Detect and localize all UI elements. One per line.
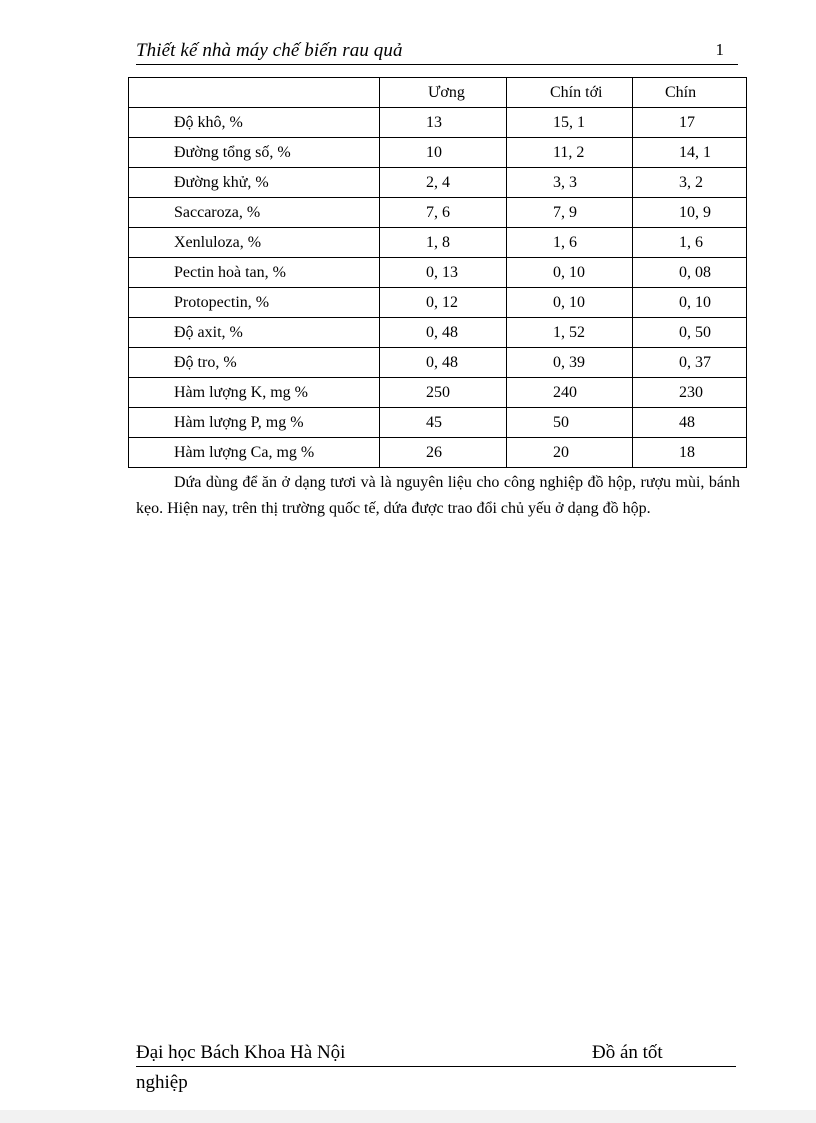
table-cell: 48 [633, 408, 747, 438]
row-label: Hàm lượng Ca, mg % [129, 438, 380, 468]
table-cell: 3, 3 [507, 168, 633, 198]
table-cell: 3, 2 [633, 168, 747, 198]
table-cell: 13 [380, 108, 507, 138]
table-cell: 0, 08 [633, 258, 747, 288]
table-header-row [129, 78, 747, 108]
table-row [129, 408, 747, 438]
column-header-unripe: Ương [380, 78, 507, 108]
table-cell: 45 [380, 408, 507, 438]
row-label: Xenluloza, % [129, 228, 380, 258]
page-header [136, 38, 738, 65]
table-cell: 0, 12 [380, 288, 507, 318]
table-cell: 14, 1 [633, 138, 747, 168]
row-label: Hàm lượng K, mg % [129, 378, 380, 408]
row-label: Độ axit, % [129, 318, 380, 348]
row-label: Hàm lượng P, mg % [129, 408, 380, 438]
page-number: 1 [715, 40, 724, 59]
table-cell: 50 [507, 408, 633, 438]
page-footer [136, 1042, 736, 1094]
table-cell: 7, 9 [507, 198, 633, 228]
table-body [129, 108, 747, 468]
table-cell: 0, 13 [380, 258, 507, 288]
table-cell: 0, 10 [507, 288, 633, 318]
table-cell: 18 [633, 438, 747, 468]
table-cell: 0, 10 [633, 288, 747, 318]
footer-university: Đại học Bách Khoa Hà Nội [136, 1042, 346, 1063]
table-cell: 1, 8 [380, 228, 507, 258]
table-cell: 250 [380, 378, 507, 408]
body-paragraph: Dứa dùng để ăn ở dạng tươi và là nguyên liệu cho công nghiệp đồ hộp, rượu mùi, bánh kẹo. Hiện nay, trên thị trường quốc tế, dứa được trao đổi chủ yếu ở dạng đồ hộp. [136, 474, 740, 517]
row-label: Saccaroza, % [129, 198, 380, 228]
table-row [129, 318, 747, 348]
table-cell: 26 [380, 438, 507, 468]
row-label: Protopectin, % [129, 288, 380, 318]
table-cell: 0, 10 [507, 258, 633, 288]
table-cell: 240 [507, 378, 633, 408]
table-cell: 0, 39 [507, 348, 633, 378]
table-row [129, 168, 747, 198]
table-row [129, 348, 747, 378]
table-cell: 0, 48 [380, 348, 507, 378]
column-header-ripe: Chín [633, 78, 747, 108]
table-cell: 11, 2 [507, 138, 633, 168]
page-edge [0, 1110, 816, 1123]
table-cell: 1, 6 [507, 228, 633, 258]
table-row [129, 228, 747, 258]
table-cell: 17 [633, 108, 747, 138]
footer-project-type: Đồ án tốt [592, 1042, 663, 1063]
footer-continuation: nghiệp [136, 1072, 188, 1093]
table-row [129, 438, 747, 468]
composition-table [128, 77, 747, 468]
table-cell: 0, 50 [633, 318, 747, 348]
table-cell: 15, 1 [507, 108, 633, 138]
document-title: Thiết kế nhà máy chế biến rau quả [136, 40, 403, 61]
table-cell: 0, 37 [633, 348, 747, 378]
table-cell: 10 [380, 138, 507, 168]
table-cell: 20 [507, 438, 633, 468]
row-label: Đường tổng số, % [129, 138, 380, 168]
table-cell: 7, 6 [380, 198, 507, 228]
table-row [129, 258, 747, 288]
column-header-empty [129, 78, 380, 108]
column-header-just-ripe: Chín tới [507, 78, 633, 108]
row-label: Độ tro, % [129, 348, 380, 378]
table-cell: 1, 52 [507, 318, 633, 348]
row-label: Pectin hoà tan, % [129, 258, 380, 288]
table-cell: 2, 4 [380, 168, 507, 198]
table-row [129, 378, 747, 408]
row-label: Độ khô, % [129, 108, 380, 138]
table-cell: 10, 9 [633, 198, 747, 228]
table-row [129, 198, 747, 228]
row-label: Đường khử, % [129, 168, 380, 198]
table-row [129, 138, 747, 168]
table-row [129, 288, 747, 318]
table-cell: 230 [633, 378, 747, 408]
table-cell: 0, 48 [380, 318, 507, 348]
table-cell: 1, 6 [633, 228, 747, 258]
table-row [129, 108, 747, 138]
